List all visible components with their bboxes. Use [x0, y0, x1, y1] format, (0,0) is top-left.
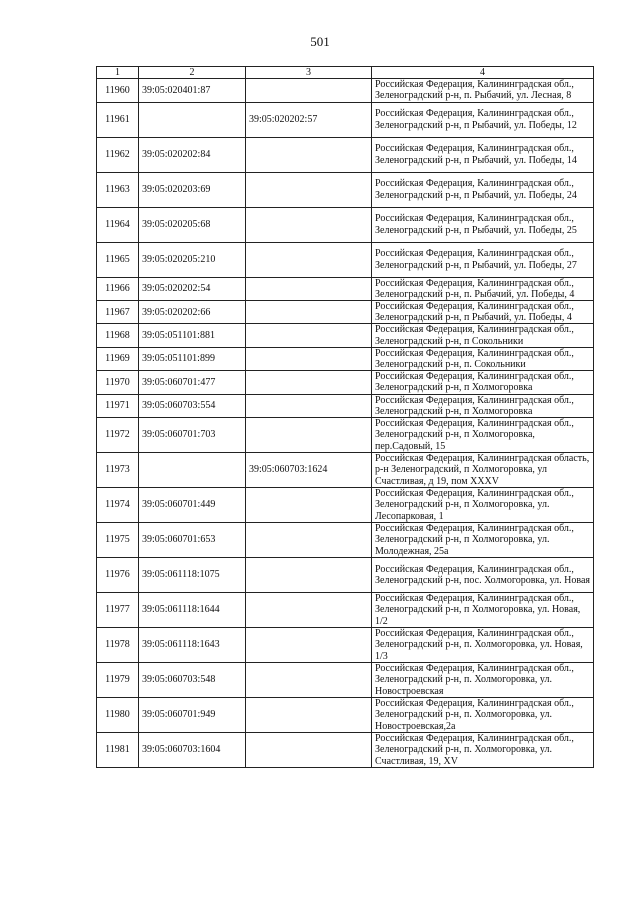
row-number-cell: 11961: [97, 102, 139, 137]
row-number-cell: 11971: [97, 394, 139, 417]
cadastral-number-alt-cell: [246, 301, 372, 324]
table-row: [97, 394, 594, 417]
row-number-cell: 11962: [97, 137, 139, 172]
row-number-cell: 11969: [97, 347, 139, 370]
address-cell: Российская Федерация, Калининградская обл., Зеленоградский р-н, п Холмогоровка, пер.Садовый, 15: [372, 418, 594, 453]
row-number-cell: 11967: [97, 301, 139, 324]
row-number-cell: 11981: [97, 733, 139, 768]
cadastral-number-cell: 39:05:060701:653: [139, 523, 246, 558]
address-cell: Российская Федерация, Калининградская обл., Зеленоградский р-н, п Рыбачий, ул. Победы, 4: [372, 301, 594, 324]
address-cell: Российская Федерация, Калининградская обл., Зеленоградский р-н, п Холмогоровка, ул. Новая, 1/2: [372, 593, 594, 628]
row-number-cell: 11976: [97, 558, 139, 593]
row-number-cell: 11973: [97, 453, 139, 488]
cadastral-number-cell: 39:05:020205:68: [139, 207, 246, 242]
cadastral-number-alt-cell: [246, 488, 372, 523]
address-cell: Российская Федерация, Калининградская обл., Зеленоградский р-н, п Рыбачий, ул. Победы, 12: [372, 102, 594, 137]
cadastral-number-cell: 39:05:051101:899: [139, 347, 246, 370]
table-row: [97, 593, 594, 628]
table-row: [97, 137, 594, 172]
cadastral-number-cell: 39:05:060703:1604: [139, 733, 246, 768]
cadastral-number-alt-cell: 39:05:060703:1624: [246, 453, 372, 488]
cadastral-number-cell: [139, 102, 246, 137]
row-number-cell: 11979: [97, 663, 139, 698]
row-number-cell: 11960: [97, 79, 139, 102]
cadastral-number-cell: 39:05:060701:703: [139, 418, 246, 453]
address-cell: Российская Федерация, Калининградская обл., Зеленоградский р-н, пос. Холмогоровка, ул. Новая: [372, 558, 594, 593]
address-cell: Российская Федерация, Калининградская обл., Зеленоградский р-н, п Холмогоровка, ул. Молодежная, 25а: [372, 523, 594, 558]
cadastral-number-alt-cell: 39:05:020202:57: [246, 102, 372, 137]
address-cell: Российская Федерация, Калининградская обл., Зеленоградский р-н, п. Холмогоровка, ул. Новая, 1/3: [372, 628, 594, 663]
address-cell: Российская Федерация, Калининградская обл., Зеленоградский р-н, п Рыбачий, ул. Победы, 14: [372, 137, 594, 172]
table-row: [97, 453, 594, 488]
table-row: [97, 418, 594, 453]
cadastral-number-alt-cell: [246, 698, 372, 733]
cadastral-number-alt-cell: [246, 207, 372, 242]
table-row: [97, 523, 594, 558]
table-row: [97, 301, 594, 324]
cadastral-number-cell: 39:05:020401:87: [139, 79, 246, 102]
cadastral-number-cell: 39:05:060701:949: [139, 698, 246, 733]
address-cell: Российская Федерация, Калининградская обл., Зеленоградский р-н, п. Рыбачий, ул. Победы, 4: [372, 277, 594, 300]
address-cell: Российская Федерация, Калининградская обл., Зеленоградский р-н, п Рыбачий, ул. Победы, 27: [372, 242, 594, 277]
cadastral-number-alt-cell: [246, 324, 372, 347]
table-row: [97, 733, 594, 768]
column-header: 2: [139, 67, 246, 79]
page-number: 501: [310, 34, 330, 49]
row-number-cell: 11980: [97, 698, 139, 733]
cadastral-number-cell: 39:05:061118:1075: [139, 558, 246, 593]
property-registry-table: [96, 66, 594, 768]
row-number-cell: 11978: [97, 628, 139, 663]
cadastral-number-alt-cell: [246, 172, 372, 207]
cadastral-number-cell: 39:05:020202:66: [139, 301, 246, 324]
address-cell: Российская Федерация, Калининградская область, р-н Зеленоградский, п Холмогоровка, ул Счастливая, д 19, пом XXXV: [372, 453, 594, 488]
cadastral-number-cell: 39:05:060703:548: [139, 663, 246, 698]
table-row: [97, 488, 594, 523]
row-number-cell: 11974: [97, 488, 139, 523]
cadastral-number-alt-cell: [246, 347, 372, 370]
table-row: [97, 242, 594, 277]
address-cell: Российская Федерация, Калининградская обл., Зеленоградский р-н, п Сокольники: [372, 324, 594, 347]
cadastral-number-cell: 39:05:060701:449: [139, 488, 246, 523]
cadastral-number-alt-cell: [246, 79, 372, 102]
row-number-cell: 11975: [97, 523, 139, 558]
address-cell: Российская Федерация, Калининградская обл., Зеленоградский р-н, п Холмогоровка: [372, 394, 594, 417]
row-number-cell: 11970: [97, 371, 139, 394]
row-number-cell: 11964: [97, 207, 139, 242]
cadastral-number-alt-cell: [246, 593, 372, 628]
cadastral-number-cell: 39:05:020205:210: [139, 242, 246, 277]
table-row: [97, 663, 594, 698]
address-cell: Российская Федерация, Калининградская обл., Зеленоградский р-н, п Холмогоровка: [372, 371, 594, 394]
address-cell: Российская Федерация, Калининградская обл., Зеленоградский р-н, п. Рыбачий, ул. Лесная, 8: [372, 79, 594, 102]
row-number-cell: 11977: [97, 593, 139, 628]
address-cell: Российская Федерация, Калининградская обл., Зеленоградский р-н, п. Холмогоровка, ул. Новостроевская,2а: [372, 698, 594, 733]
cadastral-number-cell: 39:05:061118:1644: [139, 593, 246, 628]
cadastral-number-cell: 39:05:051101:881: [139, 324, 246, 347]
table-row: [97, 371, 594, 394]
cadastral-number-cell: 39:05:060701:477: [139, 371, 246, 394]
table-row: [97, 698, 594, 733]
column-header: 4: [372, 67, 594, 79]
cadastral-number-alt-cell: [246, 523, 372, 558]
column-header: 1: [97, 67, 139, 79]
row-number-cell: 11968: [97, 324, 139, 347]
cadastral-number-alt-cell: [246, 137, 372, 172]
address-cell: Российская Федерация, Калининградская обл., Зеленоградский р-н, п. Холмогоровка, ул. Счастливая, 19, XV: [372, 733, 594, 768]
table-row: [97, 347, 594, 370]
cadastral-number-cell: 39:05:020203:69: [139, 172, 246, 207]
cadastral-number-cell: [139, 453, 246, 488]
table-row: [97, 79, 594, 102]
table-row: [97, 207, 594, 242]
cadastral-number-cell: 39:05:020202:54: [139, 277, 246, 300]
address-cell: Российская Федерация, Калининградская обл., Зеленоградский р-н, п. Сокольники: [372, 347, 594, 370]
table-header-row: [97, 67, 594, 79]
cadastral-number-cell: 39:05:061118:1643: [139, 628, 246, 663]
table-row: [97, 324, 594, 347]
address-cell: Российская Федерация, Калининградская обл., Зеленоградский р-н, п Рыбачий, ул. Победы, 25: [372, 207, 594, 242]
cadastral-number-alt-cell: [246, 663, 372, 698]
row-number-cell: 11966: [97, 277, 139, 300]
address-cell: Российская Федерация, Калининградская обл., Зеленоградский р-н, п Холмогоровка, ул. Лесопарковая, 1: [372, 488, 594, 523]
table-row: [97, 558, 594, 593]
address-cell: Российская Федерация, Калининградская обл., Зеленоградский р-н, п. Холмогоровка, ул. Новостроевская: [372, 663, 594, 698]
row-number-cell: 11965: [97, 242, 139, 277]
cadastral-number-alt-cell: [246, 418, 372, 453]
cadastral-number-cell: 39:05:020202:84: [139, 137, 246, 172]
cadastral-number-alt-cell: [246, 628, 372, 663]
row-number-cell: 11963: [97, 172, 139, 207]
table-row: [97, 628, 594, 663]
table-row: [97, 102, 594, 137]
cadastral-number-alt-cell: [246, 371, 372, 394]
cadastral-number-alt-cell: [246, 242, 372, 277]
cadastral-number-alt-cell: [246, 394, 372, 417]
address-cell: Российская Федерация, Калининградская обл., Зеленоградский р-н, п Рыбачий, ул. Победы, 24: [372, 172, 594, 207]
column-header: 3: [246, 67, 372, 79]
cadastral-number-alt-cell: [246, 733, 372, 768]
cadastral-number-alt-cell: [246, 277, 372, 300]
table-row: [97, 277, 594, 300]
cadastral-number-cell: 39:05:060703:554: [139, 394, 246, 417]
cadastral-number-alt-cell: [246, 558, 372, 593]
table-row: [97, 172, 594, 207]
row-number-cell: 11972: [97, 418, 139, 453]
